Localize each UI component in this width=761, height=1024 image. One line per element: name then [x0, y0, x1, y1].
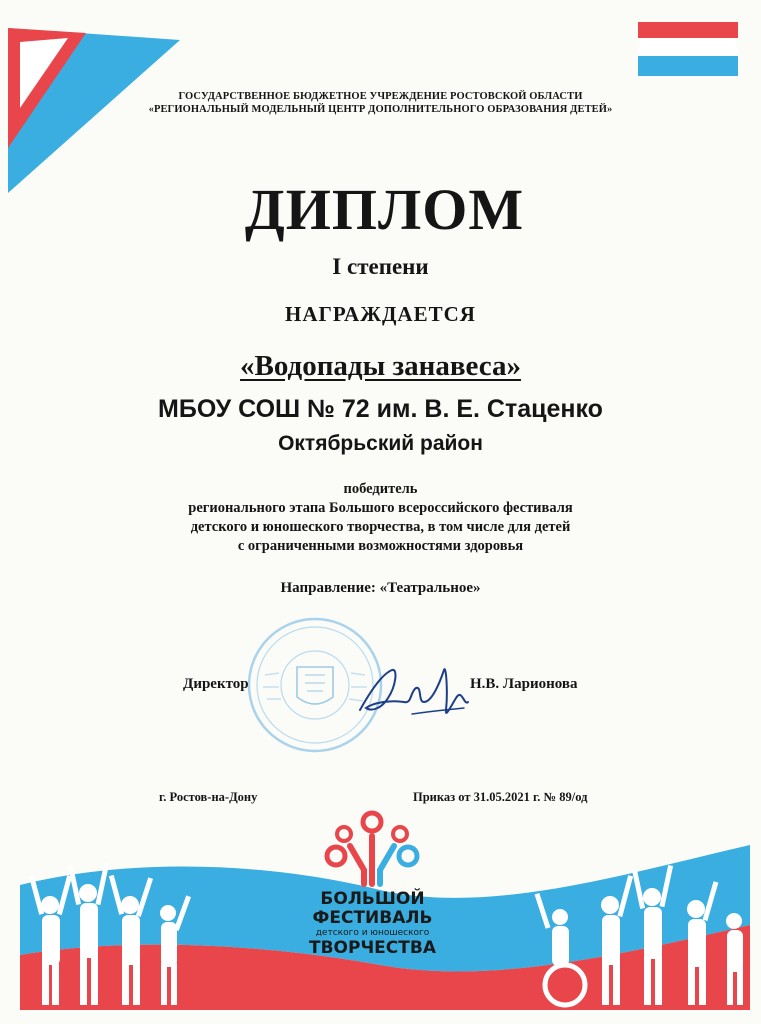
festival-emblem-icon	[300, 810, 445, 888]
diploma-degree: I степени	[332, 254, 429, 279]
winner-line: победитель	[343, 481, 418, 497]
diploma-title: ДИПЛОМ	[244, 177, 525, 242]
flag-stripes	[638, 22, 738, 76]
signer-role: Директор	[183, 676, 249, 692]
work-title: «Водопады занавеса»	[240, 350, 521, 382]
body-line-3: детского и юношеского творчества, в том числе для детей	[190, 519, 571, 535]
district-name: Октябрьский район	[278, 432, 483, 455]
festival-logo	[300, 810, 445, 980]
handwritten-signature	[352, 652, 482, 732]
order-number: Приказ от 31.05.2021 г. № 89/од	[413, 790, 588, 804]
festival-logo-line-2: ФЕСТИВАЛЬ	[312, 908, 433, 928]
school-name: МБОУ СОШ № 72 им. В. Е. Стаценко	[158, 395, 603, 423]
awarded-heading: НАГРАЖДАЕТСЯ	[285, 302, 476, 326]
organization-line-1: ГОСУДАРСТВЕННОЕ БЮДЖЕТНОЕ УЧРЕЖДЕНИЕ РОСТОВСКОЙ ОБЛАСТИ	[178, 91, 583, 102]
organization-line-2: «РЕГИОНАЛЬНЫЙ МОДЕЛЬНЫЙ ЦЕНТР ДОПОЛНИТЕЛЬНОГО ОБРАЗОВАНИЯ ДЕТЕЙ»	[148, 104, 613, 115]
city: г. Ростов-на-Дону	[159, 790, 258, 804]
festival-logo-line-3: детского и юношеского	[315, 928, 430, 938]
body-line-4: с ограниченными возможностями здоровья	[237, 538, 524, 554]
festival-logo-line-4: ТВОРЧЕСТВА	[308, 938, 436, 958]
body-line-2: регионального этапа Большого всероссийского фестиваля	[188, 500, 573, 516]
festival-logo-line-1: БОЛЬШОЙ	[320, 889, 425, 909]
direction-line: Направление: «Театральное»	[280, 580, 481, 596]
signer-name: Н.В. Ларионова	[470, 676, 578, 692]
